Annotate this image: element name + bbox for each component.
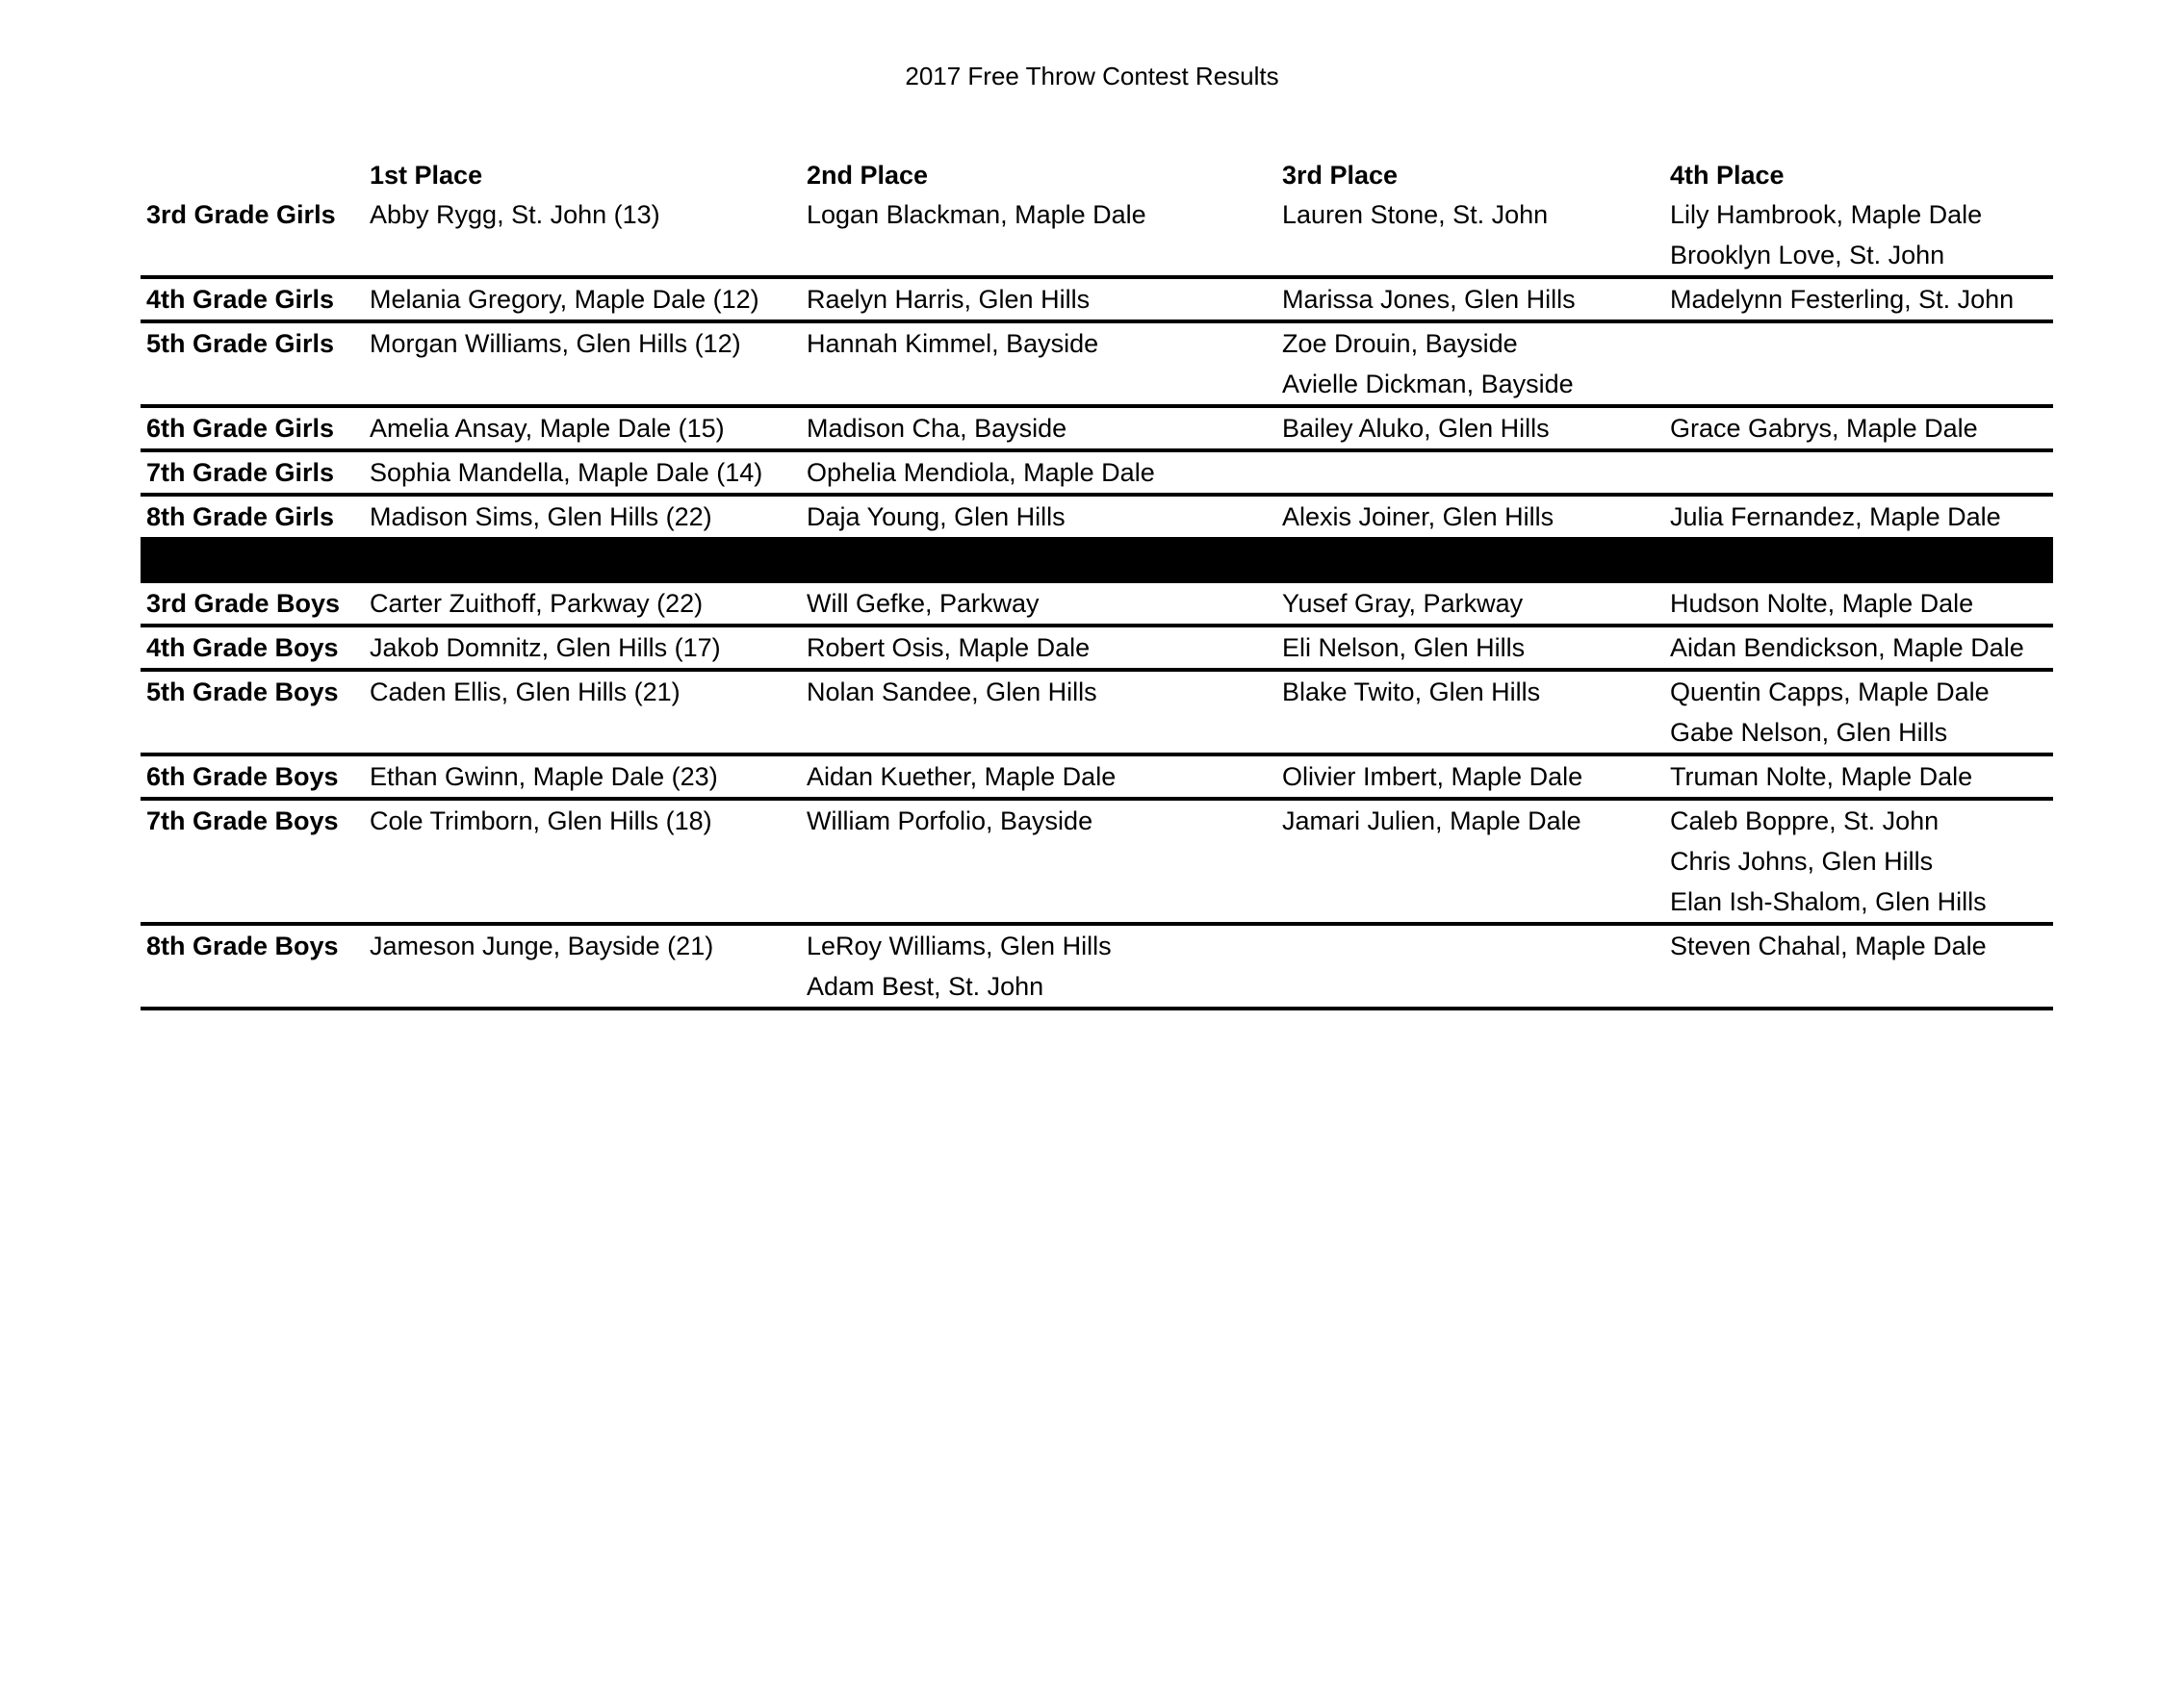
winner-name: Jakob Domnitz, Glen Hills (17) <box>370 633 721 662</box>
section-divider <box>141 539 2053 583</box>
winner-name: Bailey Aluko, Glen Hills <box>1282 414 1550 443</box>
place-1-cell <box>364 450 801 495</box>
table-row <box>141 754 2053 799</box>
winner-name: William Porfolio, Bayside <box>807 806 1093 835</box>
place-2-cell <box>801 194 1276 277</box>
place-3-cell <box>1276 495 1664 539</box>
place-3-cell <box>1276 321 1664 406</box>
place-1-cell <box>364 799 801 924</box>
place-4-cell <box>1664 754 2053 799</box>
place-2-cell <box>801 626 1276 670</box>
place-2-cell <box>801 450 1276 495</box>
grade-label: 7th Grade Girls <box>146 458 335 487</box>
winner-name: Lauren Stone, St. John <box>1282 200 1549 229</box>
winner-name: Zoe Drouin, Bayside <box>1282 329 1518 358</box>
grade-label: 8th Grade Girls <box>146 502 335 531</box>
place-4-cell <box>1664 194 2053 277</box>
place-1-cell <box>364 626 801 670</box>
winner-name: Truman Nolte, Maple Dale <box>1670 762 1973 791</box>
grade-label: 6th Grade Boys <box>146 762 339 791</box>
place-2-cell <box>801 924 1276 1009</box>
winner-name: Grace Gabrys, Maple Dale <box>1670 414 1978 443</box>
grade-label: 7th Grade Boys <box>146 806 339 835</box>
winner-name: Aidan Bendickson, Maple Dale <box>1670 633 2024 662</box>
winner-name: Olivier Imbert, Maple Dale <box>1282 762 1583 791</box>
place-1-cell <box>364 754 801 799</box>
divider-bar <box>141 539 2053 583</box>
place-3-cell <box>1276 450 1664 495</box>
grade-label: 3rd Grade Girls <box>146 200 336 229</box>
grade-label: 3rd Grade Boys <box>146 589 341 618</box>
place-3-cell <box>1276 583 1664 626</box>
winner-name: Blake Twito, Glen Hills <box>1282 677 1541 706</box>
winner-name: Madison Cha, Bayside <box>807 414 1067 443</box>
place-2-cell <box>801 406 1276 450</box>
place-4-cell <box>1664 450 2053 495</box>
winner-name: Caleb Boppre, St. John <box>1670 806 1940 835</box>
table-row <box>141 583 2053 626</box>
header-grade <box>141 154 364 194</box>
winner-name: Lily Hambrook, Maple Dale <box>1670 200 1983 229</box>
winner-name: Yusef Gray, Parkway <box>1282 589 1524 618</box>
place-4-cell <box>1664 626 2053 670</box>
place-1-cell <box>364 277 801 321</box>
place-2-cell <box>801 799 1276 924</box>
place-2-cell <box>801 583 1276 626</box>
place-2-cell <box>801 277 1276 321</box>
place-4-cell <box>1664 670 2053 754</box>
place-3-cell <box>1276 194 1664 277</box>
winner-name: Ophelia Mendiola, Maple Dale <box>807 458 1155 487</box>
winner-name: Brooklyn Love, St. John <box>1670 241 1945 269</box>
winner-name: Raelyn Harris, Glen Hills <box>807 285 1091 314</box>
winner-name: Eli Nelson, Glen Hills <box>1282 633 1526 662</box>
winner-name: Elan Ish-Shalom, Glen Hills <box>1670 887 1987 916</box>
place-1-cell <box>364 924 801 1009</box>
table-row <box>141 670 2053 754</box>
winner-name: Morgan Williams, Glen Hills (12) <box>370 329 741 358</box>
place-2-cell <box>801 670 1276 754</box>
winner-name: Madison Sims, Glen Hills (22) <box>370 502 712 531</box>
place-3-cell <box>1276 924 1664 1009</box>
grade-label: 4th Grade Girls <box>146 285 335 314</box>
winner-name: Steven Chahal, Maple Dale <box>1670 932 1987 960</box>
header-row <box>141 154 2053 194</box>
winner-name: Cole Trimborn, Glen Hills (18) <box>370 806 712 835</box>
table-row <box>141 450 2053 495</box>
header-3rd-place: 3rd Place <box>1282 161 1399 190</box>
place-1-cell <box>364 495 801 539</box>
table-row <box>141 495 2053 539</box>
winner-name: Hannah Kimmel, Bayside <box>807 329 1099 358</box>
winner-name: Abby Rygg, St. John (13) <box>370 200 660 229</box>
winner-name: Melania Gregory, Maple Dale (12) <box>370 285 759 314</box>
place-1-cell <box>364 406 801 450</box>
winner-name: Chris Johns, Glen Hills <box>1670 847 1934 876</box>
place-3-cell <box>1276 626 1664 670</box>
winner-name: Caden Ellis, Glen Hills (21) <box>370 677 681 706</box>
place-4-cell <box>1664 321 2053 406</box>
winner-name: Aidan Kuether, Maple Dale <box>807 762 1117 791</box>
winner-name: Marissa Jones, Glen Hills <box>1282 285 1576 314</box>
table-row <box>141 321 2053 406</box>
winner-name: Ethan Gwinn, Maple Dale (23) <box>370 762 718 791</box>
place-4-cell <box>1664 277 2053 321</box>
header-1st-place: 1st Place <box>370 161 483 190</box>
winner-name: Avielle Dickman, Bayside <box>1282 370 1574 398</box>
table-row <box>141 277 2053 321</box>
place-1-cell <box>364 194 801 277</box>
winner-name: Quentin Capps, Maple Dale <box>1670 677 1990 706</box>
place-2-cell <box>801 495 1276 539</box>
place-2-cell <box>801 754 1276 799</box>
winner-name: Will Gefke, Parkway <box>807 589 1040 618</box>
header-2nd-place: 2nd Place <box>807 161 929 190</box>
winner-name: Jameson Junge, Bayside (21) <box>370 932 714 960</box>
winner-name: Gabe Nelson, Glen Hills <box>1670 718 1948 747</box>
winner-name: Adam Best, St. John <box>807 972 1044 1001</box>
winner-name: Madelynn Festerling, St. John <box>1670 285 2015 314</box>
winner-name: Hudson Nolte, Maple Dale <box>1670 589 1974 618</box>
table-row <box>141 924 2053 1009</box>
grade-label: 5th Grade Boys <box>146 677 339 706</box>
place-2-cell <box>801 321 1276 406</box>
girls-section <box>141 194 2053 539</box>
place-3-cell <box>1276 754 1664 799</box>
winner-name: Robert Osis, Maple Dale <box>807 633 1091 662</box>
grade-label: 6th Grade Girls <box>146 414 335 443</box>
boys-section <box>141 583 2053 1009</box>
winner-name: Amelia Ansay, Maple Dale (15) <box>370 414 725 443</box>
table-row <box>141 406 2053 450</box>
grade-label: 5th Grade Girls <box>146 329 335 358</box>
winner-name: LeRoy Williams, Glen Hills <box>807 932 1112 960</box>
winner-name: Daja Young, Glen Hills <box>807 502 1066 531</box>
winner-name: Sophia Mandella, Maple Dale (14) <box>370 458 763 487</box>
winner-name: Carter Zuithoff, Parkway (22) <box>370 589 704 618</box>
place-3-cell <box>1276 670 1664 754</box>
place-4-cell <box>1664 406 2053 450</box>
results-table <box>141 154 2053 1010</box>
winner-name: Alexis Joiner, Glen Hills <box>1282 502 1554 531</box>
place-3-cell <box>1276 277 1664 321</box>
place-1-cell <box>364 321 801 406</box>
grade-label: 8th Grade Boys <box>146 932 339 960</box>
place-1-cell <box>364 670 801 754</box>
place-4-cell <box>1664 924 2053 1009</box>
place-3-cell <box>1276 799 1664 924</box>
place-3-cell <box>1276 406 1664 450</box>
place-4-cell <box>1664 583 2053 626</box>
place-4-cell <box>1664 799 2053 924</box>
winner-name: Logan Blackman, Maple Dale <box>807 200 1146 229</box>
winner-name: Nolan Sandee, Glen Hills <box>807 677 1097 706</box>
place-4-cell <box>1664 495 2053 539</box>
section-divider-body <box>141 539 2053 583</box>
table-row <box>141 799 2053 924</box>
place-1-cell <box>364 583 801 626</box>
header-4th-place: 4th Place <box>1670 161 1785 190</box>
table-row <box>141 194 2053 277</box>
table-row <box>141 626 2053 670</box>
document-title: 2017 Free Throw Contest Results <box>905 62 1279 90</box>
grade-label: 4th Grade Boys <box>146 633 339 662</box>
winner-name: Jamari Julien, Maple Dale <box>1282 806 1581 835</box>
winner-name: Julia Fernandez, Maple Dale <box>1670 502 2001 531</box>
